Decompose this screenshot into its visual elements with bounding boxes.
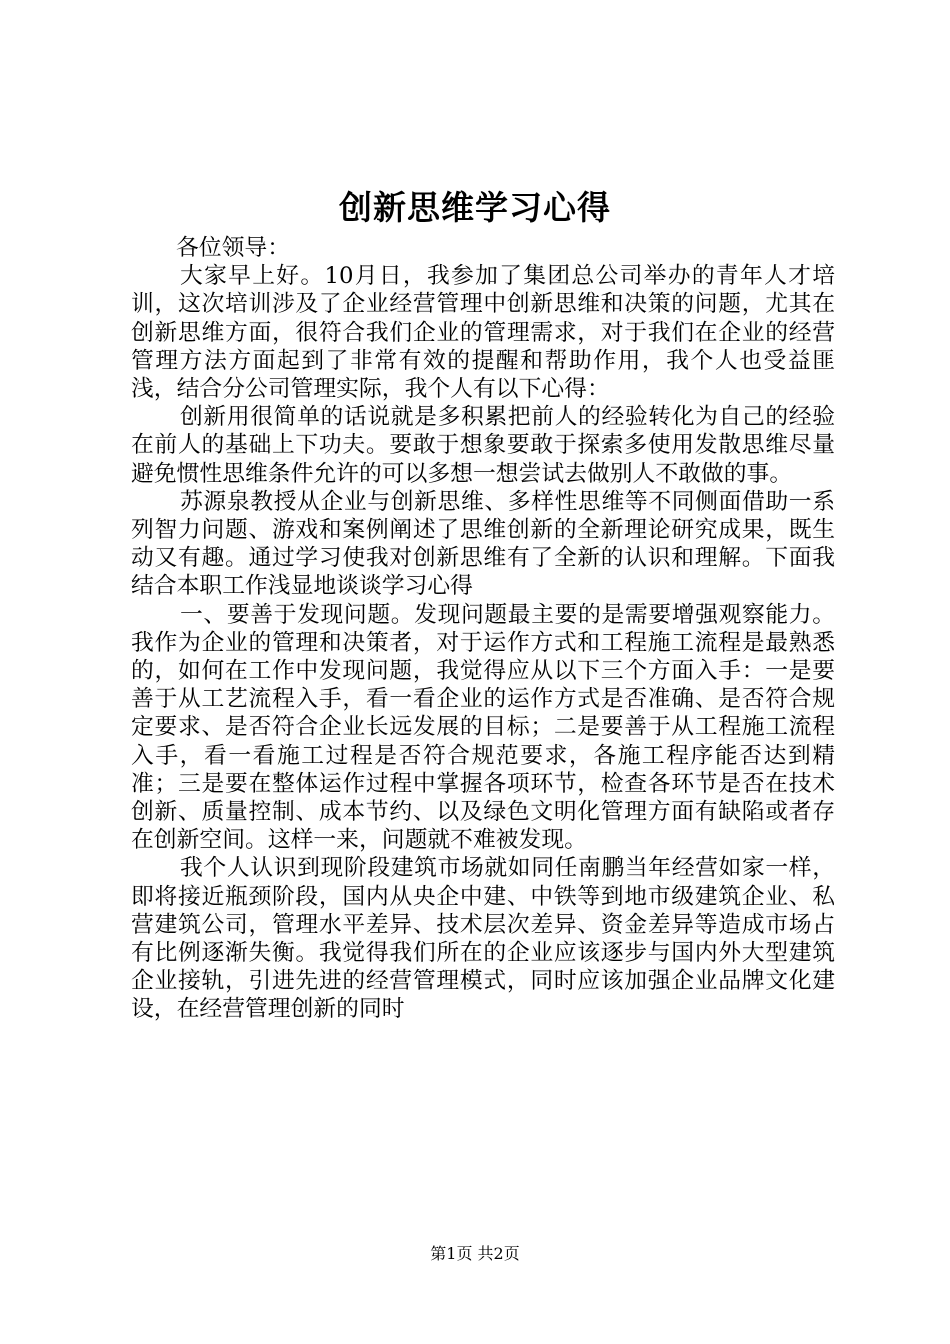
- salutation: 各位领导：: [176, 235, 290, 261]
- paragraph-5: 我个人认识到现阶段建筑市场就如同任南鹏当年经营如家一样，即将接近瓶颈阶段，国内从央企中建、中铁等到地市级建筑企业、私营建筑公司，管理水平差异、技术层次差异、资金差异等造成市场占有比例逐渐失衡。我觉得我们所在的企业应该逐步与国内外大型建筑企业接轨，引进先进的经营管理模式，同时应该加强企业品牌文化建设，在经营管理创新的同时: [131, 855, 835, 1023]
- paragraph-4: 一、要善于发现问题。发现问题最主要的是需要增强观察能力。我作为企业的管理和决策者，对于运作方式和工程施工流程是最熟悉的，如何在工作中发现问题，我觉得应从以下三个方面入手：一是要善于从工艺流程入手，看一看企业的运作方式是否准确、是否符合规定要求、是否符合企业长远发展的目标；二是要善于从工程施工流程入手，看一看施工过程是否符合规范要求，各施工程序能否达到精准；三是要在整体运作过程中掌握各项环节，检查各环节是否在技术创新、质量控制、成本节约、以及绿色文明化管理方面有缺陷或者存在创新空间。这样一来，问题就不难被发现。: [131, 601, 835, 854]
- paragraph-2: 创新用很简单的话说就是多积累把前人的经验转化为自己的经验在前人的基础上下功夫。要敢于想象要敢于探索多使用发散思维尽量避免惯性思维条件允许的可以多想一想尝试去做别人不敢做的事。: [131, 404, 835, 487]
- paragraph-3: 苏源泉教授从企业与创新思维、多样性思维等不同侧面借助一系列智力问题、游戏和案例阐述了思维创新的全新理论研究成果，既生动又有趣。通过学习使我对创新思维有了全新的认识和理解。下面我结合本职工作浅显地谈谈学习心得: [131, 488, 835, 600]
- document-body: [131, 234, 835, 1024]
- page-footer: 第1页 共2页: [430, 1244, 520, 1263]
- paragraph-1: 大家早上好。10月日，我参加了集团总公司举办的青年人才培训，这次培训涉及了企业经营管理中创新思维和决策的问题，尤其在创新思维方面，很符合我们企业的管理需求，对于我们在企业的经营管理方法方面起到了非常有效的提醒和帮助作用，我个人也受益匪浅，结合分公司管理实际，我个人有以下心得：: [131, 263, 835, 403]
- page-title: 创新思维学习心得: [339, 188, 611, 227]
